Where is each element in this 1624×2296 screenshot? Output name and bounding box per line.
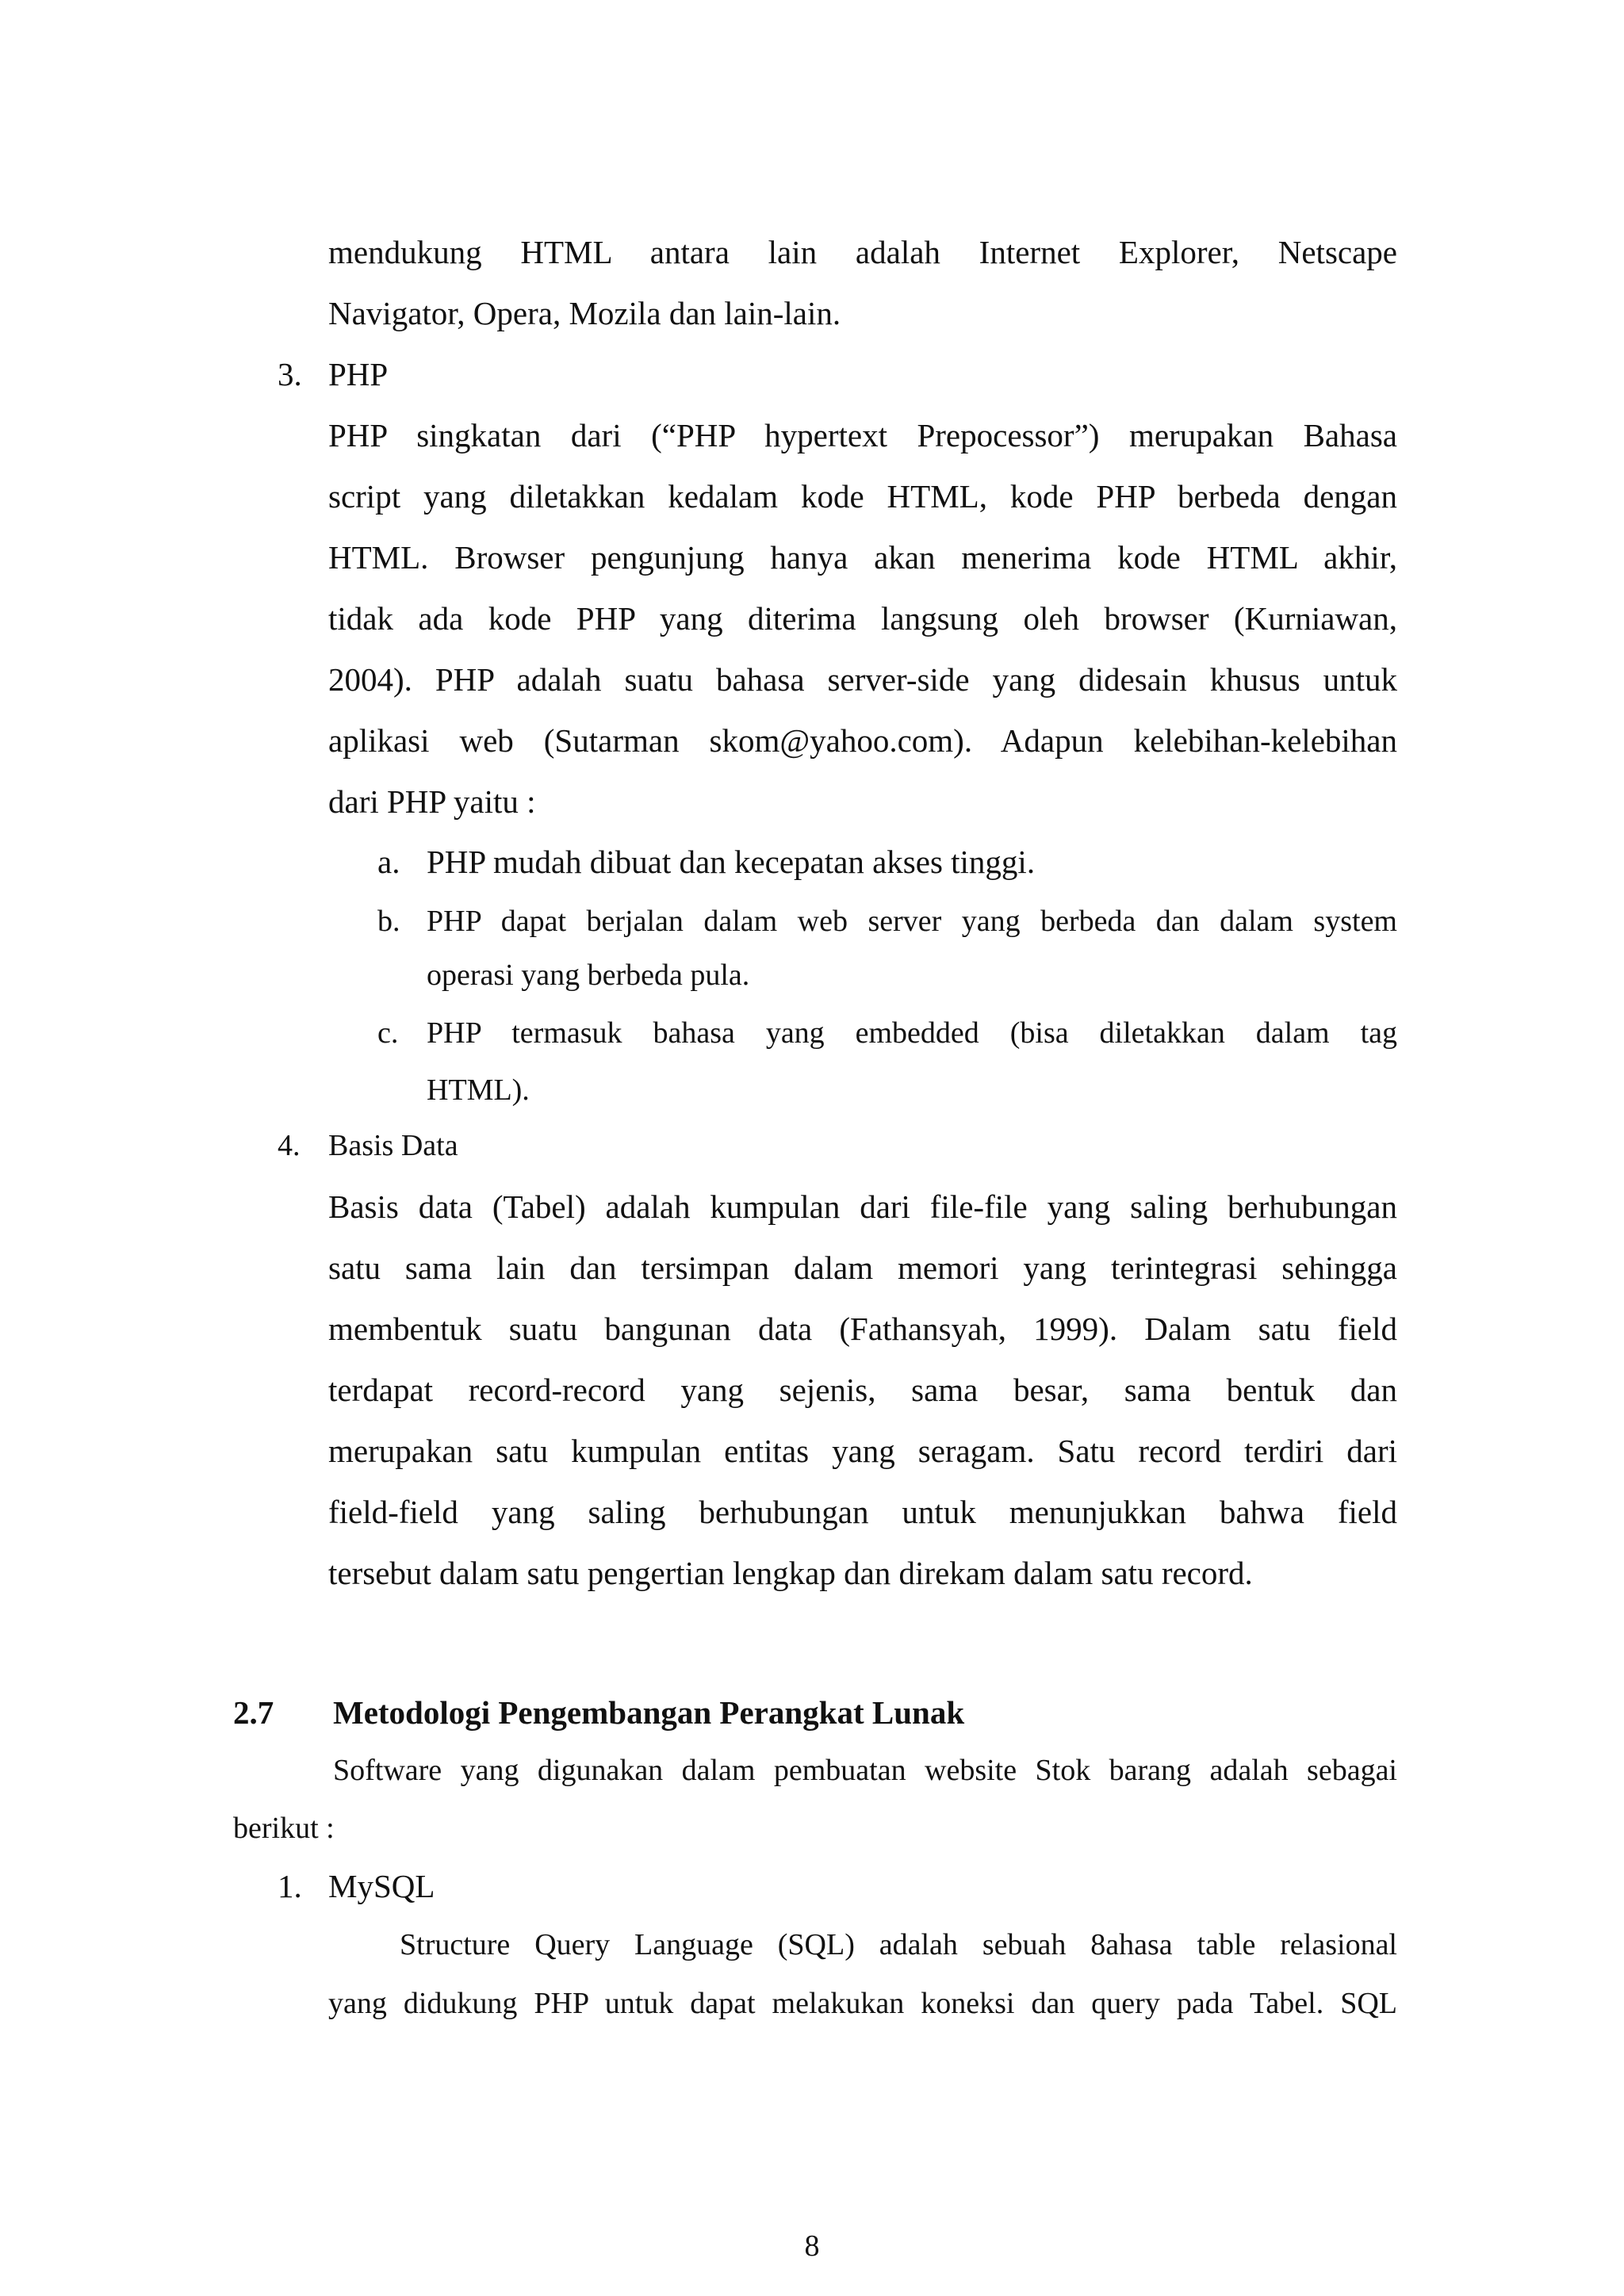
mysql-paragraph-line-2: yang didukung PHP untuk dapat melakukan koneksi dan query pada Tabel. SQL	[328, 1987, 1397, 2020]
mysql-item-title: MySQL	[328, 1868, 435, 1904]
basis-data-item-title: Basis Data	[328, 1129, 458, 1162]
advantage-text: operasi yang berbeda pula.	[427, 959, 750, 992]
advantage-text: HTML).	[427, 1073, 530, 1107]
php-paragraph-line: tidak ada kode PHP yang diterima langsung oleh browser (Kurniawan,	[328, 600, 1397, 637]
html-continuation-line-2: Navigator, Opera, Mozila dan lain-lain.	[328, 295, 841, 331]
section-number: 2.7	[233, 1694, 274, 1731]
html-continuation-line-1: mendukung HTML antara lain adalah Internet Explorer, Netscape	[328, 234, 1397, 270]
php-paragraph-line: aplikasi web (Sutarman skom@yahoo.com). Adapun kelebihan-kelebihan	[328, 722, 1397, 759]
php-paragraph-line: script yang diletakkan kedalam kode HTML, kode PHP berbeda dengan	[328, 478, 1397, 515]
advantage-letter: b.	[377, 905, 400, 938]
php-paragraph-line: dari PHP yaitu :	[328, 783, 536, 820]
basis-data-paragraph-line: tersebut dalam satu pengertian lengkap dan direkam dalam satu record.	[328, 1555, 1253, 1591]
advantage-letter: a.	[377, 844, 400, 880]
basis-data-paragraph-line: membentuk suatu bangunan data (Fathansyah, 1999). Dalam satu field	[328, 1311, 1397, 1347]
advantage-letter: c.	[377, 1016, 399, 1050]
advantage-text: PHP dapat berjalan dalam web server yang berbeda dan dalam system	[427, 905, 1397, 938]
basis-data-paragraph-line: merupakan satu kumpulan entitas yang seragam. Satu record terdiri dari	[328, 1433, 1397, 1469]
advantage-text: PHP mudah dibuat dan kecepatan akses tinggi.	[427, 844, 1036, 880]
php-paragraph-line: 2004). PHP adalah suatu bahasa server-side yang didesain khusus untuk	[328, 661, 1397, 698]
php-item-number: 3.	[278, 356, 302, 392]
php-paragraph-line: PHP singkatan dari (“PHP hypertext Prepocessor”) merupakan Bahasa	[328, 417, 1397, 453]
php-item-title: PHP	[328, 356, 389, 392]
php-paragraph-line: HTML. Browser pengunjung hanya akan menerima kode HTML akhir,	[328, 539, 1397, 576]
basis-data-paragraph-line: terdapat record-record yang sejenis, sama besar, sama bentuk dan	[328, 1372, 1397, 1408]
advantage-text: PHP termasuk bahasa yang embedded (bisa diletakkan dalam tag	[427, 1016, 1397, 1050]
basis-data-paragraph-line: Basis data (Tabel) adalah kumpulan dari file-file yang saling berhubungan	[328, 1188, 1397, 1225]
mysql-paragraph-line-1: Structure Query Language (SQL) adalah sebuah 8ahasa table relasional	[400, 1928, 1397, 1961]
section-intro-line-1: Software yang digunakan dalam pembuatan website Stok barang adalah sebagai	[333, 1754, 1397, 1787]
basis-data-paragraph-line: satu sama lain dan tersimpan dalam memori yang terintegrasi sehingga	[328, 1249, 1397, 1286]
basis-data-item-number: 4.	[278, 1129, 301, 1162]
section-intro-line-2: berikut :	[233, 1812, 335, 1845]
basis-data-paragraph-line: field-field yang saling berhubungan untuk menunjukkan bahwa field	[328, 1494, 1397, 1530]
mysql-item-number: 1.	[278, 1868, 302, 1904]
section-title: Metodologi Pengembangan Perangkat Lunak	[333, 1694, 965, 1731]
page-number: 8	[804, 2229, 820, 2263]
